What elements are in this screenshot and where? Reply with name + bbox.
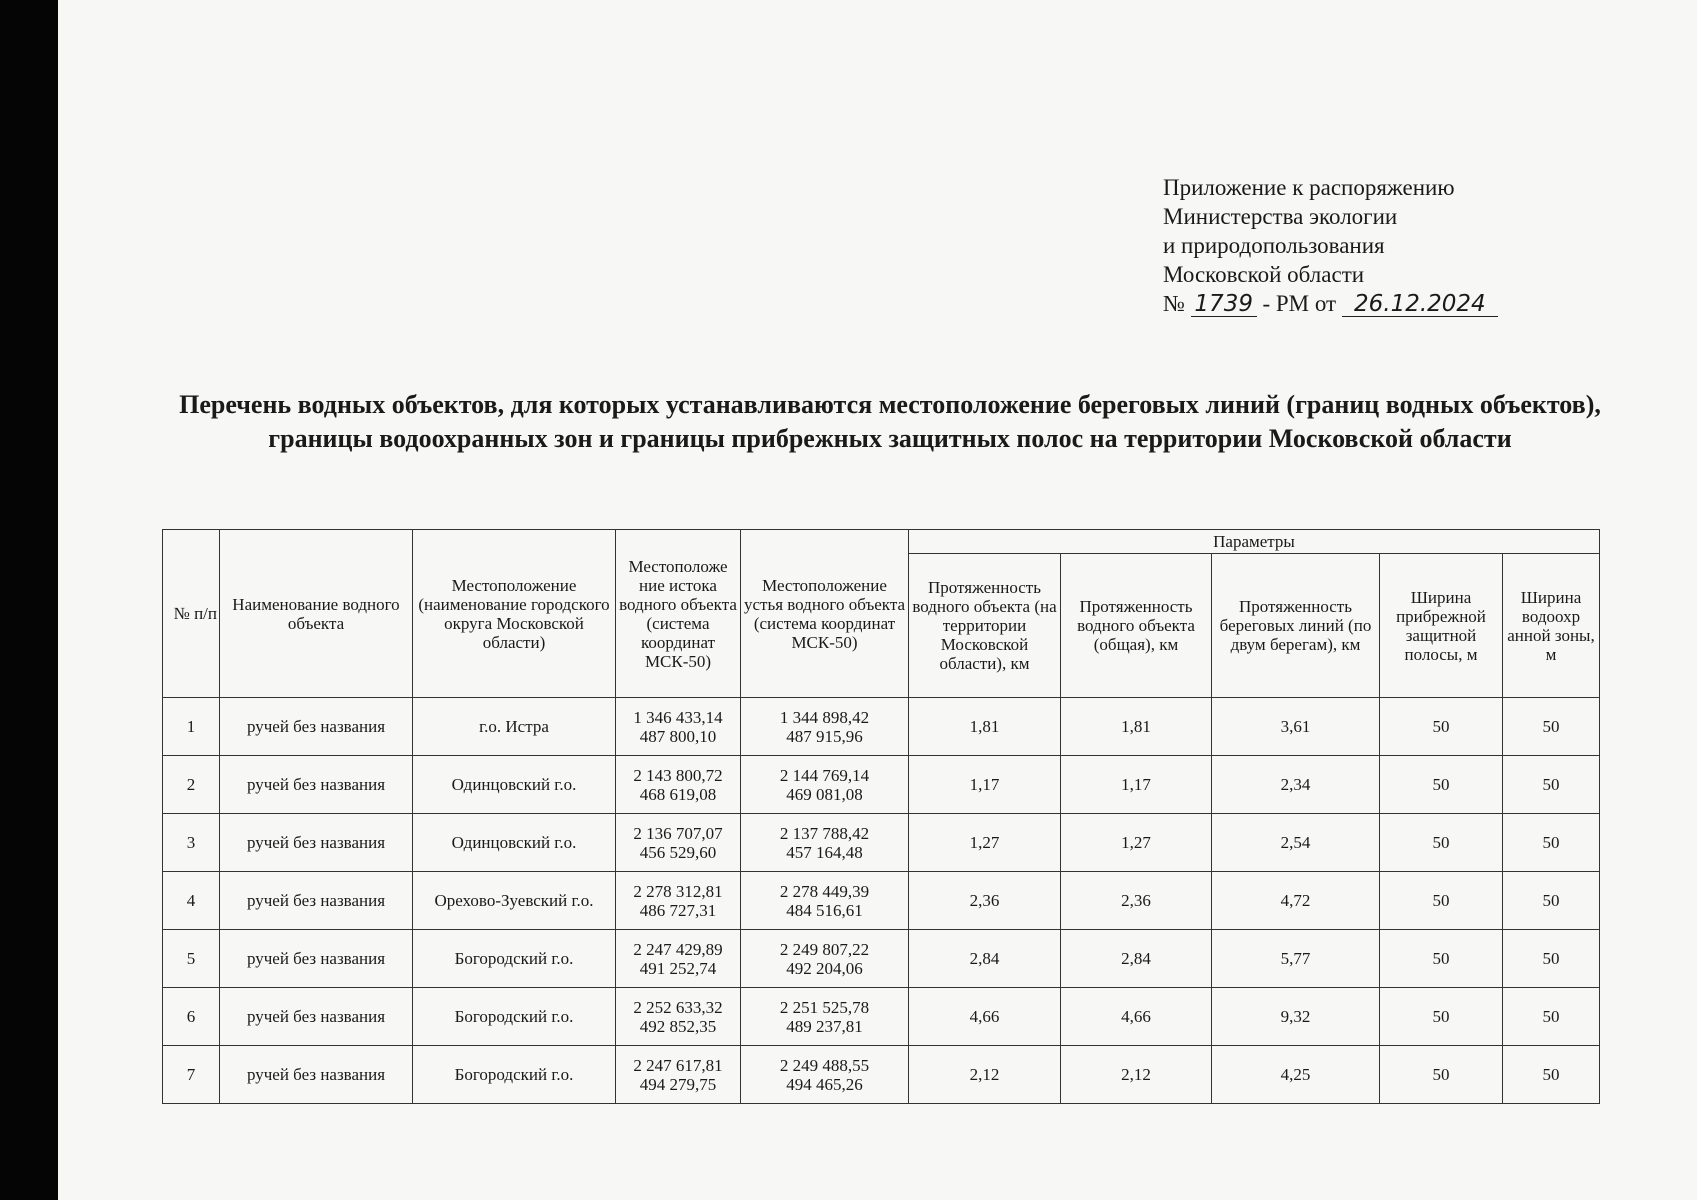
cell-mouth [741, 988, 909, 1046]
cell-len-region: 1,27 [909, 814, 1061, 872]
cell-location: Орехово-Зуевский г.о. [413, 872, 616, 930]
table-row [163, 1046, 1600, 1104]
cell-mouth-x: 2 249 807,22 [779, 939, 870, 959]
cell-len-total: 2,12 [1061, 1046, 1212, 1104]
cell-source [616, 814, 741, 872]
header-params: Параметры [909, 530, 1600, 554]
cell-width-coastal: 50 [1380, 814, 1503, 872]
cell-source-x: 2 278 312,81 [633, 881, 723, 901]
table-row [163, 814, 1600, 872]
appendix-line-2: Министерства экологии [1163, 204, 1398, 229]
cell-num: 1 [163, 698, 220, 756]
cell-source-y: 494 279,75 [639, 1074, 717, 1094]
cell-width-coastal: 50 [1380, 872, 1503, 930]
cell-width-water: 50 [1503, 756, 1600, 814]
table-row [163, 988, 1600, 1046]
cell-mouth-y: 494 465,26 [786, 1074, 863, 1094]
cell-width-coastal: 50 [1380, 756, 1503, 814]
cell-source [616, 698, 741, 756]
cell-source-y: 456 529,60 [639, 842, 717, 862]
cell-len-shore: 9,32 [1212, 988, 1380, 1046]
cell-mouth-y: 457 164,48 [786, 842, 863, 862]
cell-source [616, 872, 741, 930]
header-width-water: Ширина водоохр анной зоны, м [1503, 554, 1600, 698]
cell-num: 7 [163, 1046, 220, 1104]
header-num: № п/п [163, 530, 220, 698]
cell-mouth-x: 2 137 788,42 [779, 823, 870, 843]
cell-width-water: 50 [1503, 1046, 1600, 1104]
cell-len-total: 1,27 [1061, 814, 1212, 872]
cell-width-water: 50 [1503, 872, 1600, 930]
appendix-block [1163, 173, 1543, 318]
cell-name: ручей без названия [220, 872, 413, 930]
header-name: Наименование водного объекта [220, 530, 413, 698]
cell-source-y: 468 619,08 [639, 784, 717, 804]
cell-num: 4 [163, 872, 220, 930]
cell-source-y: 492 852,35 [639, 1016, 717, 1036]
cell-source-x: 2 247 429,89 [633, 939, 723, 959]
cell-mouth-x: 2 249 488,55 [779, 1055, 870, 1075]
cell-source [616, 988, 741, 1046]
cell-name: ручей без названия [220, 814, 413, 872]
table-row [163, 756, 1600, 814]
cell-name: ручей без названия [220, 1046, 413, 1104]
cell-len-shore: 4,72 [1212, 872, 1380, 930]
cell-mouth [741, 698, 909, 756]
cell-width-coastal: 50 [1380, 988, 1503, 1046]
cell-location: Одинцовский г.о. [413, 756, 616, 814]
cell-len-total: 2,84 [1061, 930, 1212, 988]
cell-num: 5 [163, 930, 220, 988]
cell-name: ручей без названия [220, 698, 413, 756]
document-title: Перечень водных объектов, для которых устанавливаются местоположение береговых линий (границ водных объектов), границы водоохранных зон и границы прибрежных защитных полос на территории Московской области [179, 390, 1601, 453]
header-len-shore: Протяженность береговых линий (по двум берегам), км [1212, 554, 1380, 698]
cell-num: 3 [163, 814, 220, 872]
cell-mouth-x: 2 144 769,14 [779, 765, 870, 785]
cell-mouth-y: 487 915,96 [786, 726, 863, 746]
table-row [163, 698, 1600, 756]
number-sign: № [1163, 291, 1185, 316]
cell-source [616, 1046, 741, 1104]
cell-len-region: 2,36 [909, 872, 1061, 930]
cell-name: ручей без названия [220, 756, 413, 814]
cell-mouth-x: 1 344 898,42 [779, 707, 870, 727]
cell-width-water: 50 [1503, 698, 1600, 756]
appendix-line-4: Московской области [1163, 262, 1365, 287]
cell-mouth [741, 1046, 909, 1104]
cell-source-y: 486 727,31 [639, 900, 717, 920]
cell-source-y: 491 252,74 [639, 958, 717, 978]
water-objects-table [162, 529, 1600, 1104]
cell-source-x: 2 252 633,32 [633, 997, 723, 1017]
cell-len-total: 1,81 [1061, 698, 1212, 756]
header-len-region: Протяженность водного объекта (на территории Московской области), км [909, 554, 1061, 698]
appendix-order-line [1163, 289, 1543, 318]
cell-len-region: 1,17 [909, 756, 1061, 814]
order-number: 1739 [1191, 292, 1257, 317]
scan-edge [0, 0, 58, 1200]
table-row [163, 872, 1600, 930]
cell-width-water: 50 [1503, 930, 1600, 988]
cell-len-shore: 2,34 [1212, 756, 1380, 814]
header-width-coastal: Ширина прибрежной защитной полосы, м [1380, 554, 1503, 698]
cell-width-water: 50 [1503, 988, 1600, 1046]
header-len-total: Протяженность водного объекта (общая), км [1061, 554, 1212, 698]
cell-len-total: 4,66 [1061, 988, 1212, 1046]
appendix-line-1: Приложение к распоряжению [1163, 175, 1455, 200]
table-row [163, 930, 1600, 988]
cell-len-total: 1,17 [1061, 756, 1212, 814]
table-body [163, 698, 1600, 1104]
cell-mouth [741, 872, 909, 930]
cell-source [616, 756, 741, 814]
cell-location: Богородский г.о. [413, 930, 616, 988]
cell-source-x: 2 143 800,72 [633, 765, 723, 785]
cell-source-x: 1 346 433,14 [633, 707, 723, 727]
cell-len-shore: 4,25 [1212, 1046, 1380, 1104]
cell-mouth-y: 469 081,08 [786, 784, 863, 804]
cell-source-y: 487 800,10 [639, 726, 717, 746]
cell-width-coastal: 50 [1380, 1046, 1503, 1104]
cell-len-shore: 3,61 [1212, 698, 1380, 756]
cell-mouth [741, 930, 909, 988]
cell-len-region: 1,81 [909, 698, 1061, 756]
cell-source-x: 2 247 617,81 [633, 1055, 723, 1075]
cell-len-total: 2,36 [1061, 872, 1212, 930]
cell-len-region: 2,12 [909, 1046, 1061, 1104]
order-mid-text: - РМ от [1262, 291, 1337, 316]
cell-location: Одинцовский г.о. [413, 814, 616, 872]
cell-location: г.о. Истра [413, 698, 616, 756]
cell-name: ручей без названия [220, 930, 413, 988]
cell-width-coastal: 50 [1380, 698, 1503, 756]
appendix-line-3: и природопользования [1163, 233, 1385, 258]
cell-mouth-y: 484 516,61 [786, 900, 863, 920]
cell-len-region: 4,66 [909, 988, 1061, 1046]
cell-mouth-y: 492 204,06 [786, 958, 863, 978]
cell-num: 2 [163, 756, 220, 814]
header-location: Местоположение (наименование городского округа Московской области) [413, 530, 616, 698]
cell-location: Богородский г.о. [413, 1046, 616, 1104]
cell-len-region: 2,84 [909, 930, 1061, 988]
order-date: 26.12.2024 [1342, 292, 1498, 317]
cell-num: 6 [163, 988, 220, 1046]
cell-source [616, 930, 741, 988]
cell-len-shore: 5,77 [1212, 930, 1380, 988]
cell-location: Богородский г.о. [413, 988, 616, 1046]
cell-mouth-y: 489 237,81 [786, 1016, 863, 1036]
header-mouth: Местоположение устья водного объекта (система координат МСК-50) [741, 530, 909, 698]
cell-len-shore: 2,54 [1212, 814, 1380, 872]
cell-name: ручей без названия [220, 988, 413, 1046]
cell-mouth [741, 814, 909, 872]
cell-source-x: 2 136 707,07 [633, 823, 723, 843]
cell-width-water: 50 [1503, 814, 1600, 872]
cell-mouth-x: 2 251 525,78 [779, 997, 870, 1017]
header-source: Местоположе ние истока водного объекта (система координат МСК-50) [616, 530, 741, 698]
cell-mouth [741, 756, 909, 814]
cell-width-coastal: 50 [1380, 930, 1503, 988]
cell-mouth-x: 2 278 449,39 [779, 881, 870, 901]
